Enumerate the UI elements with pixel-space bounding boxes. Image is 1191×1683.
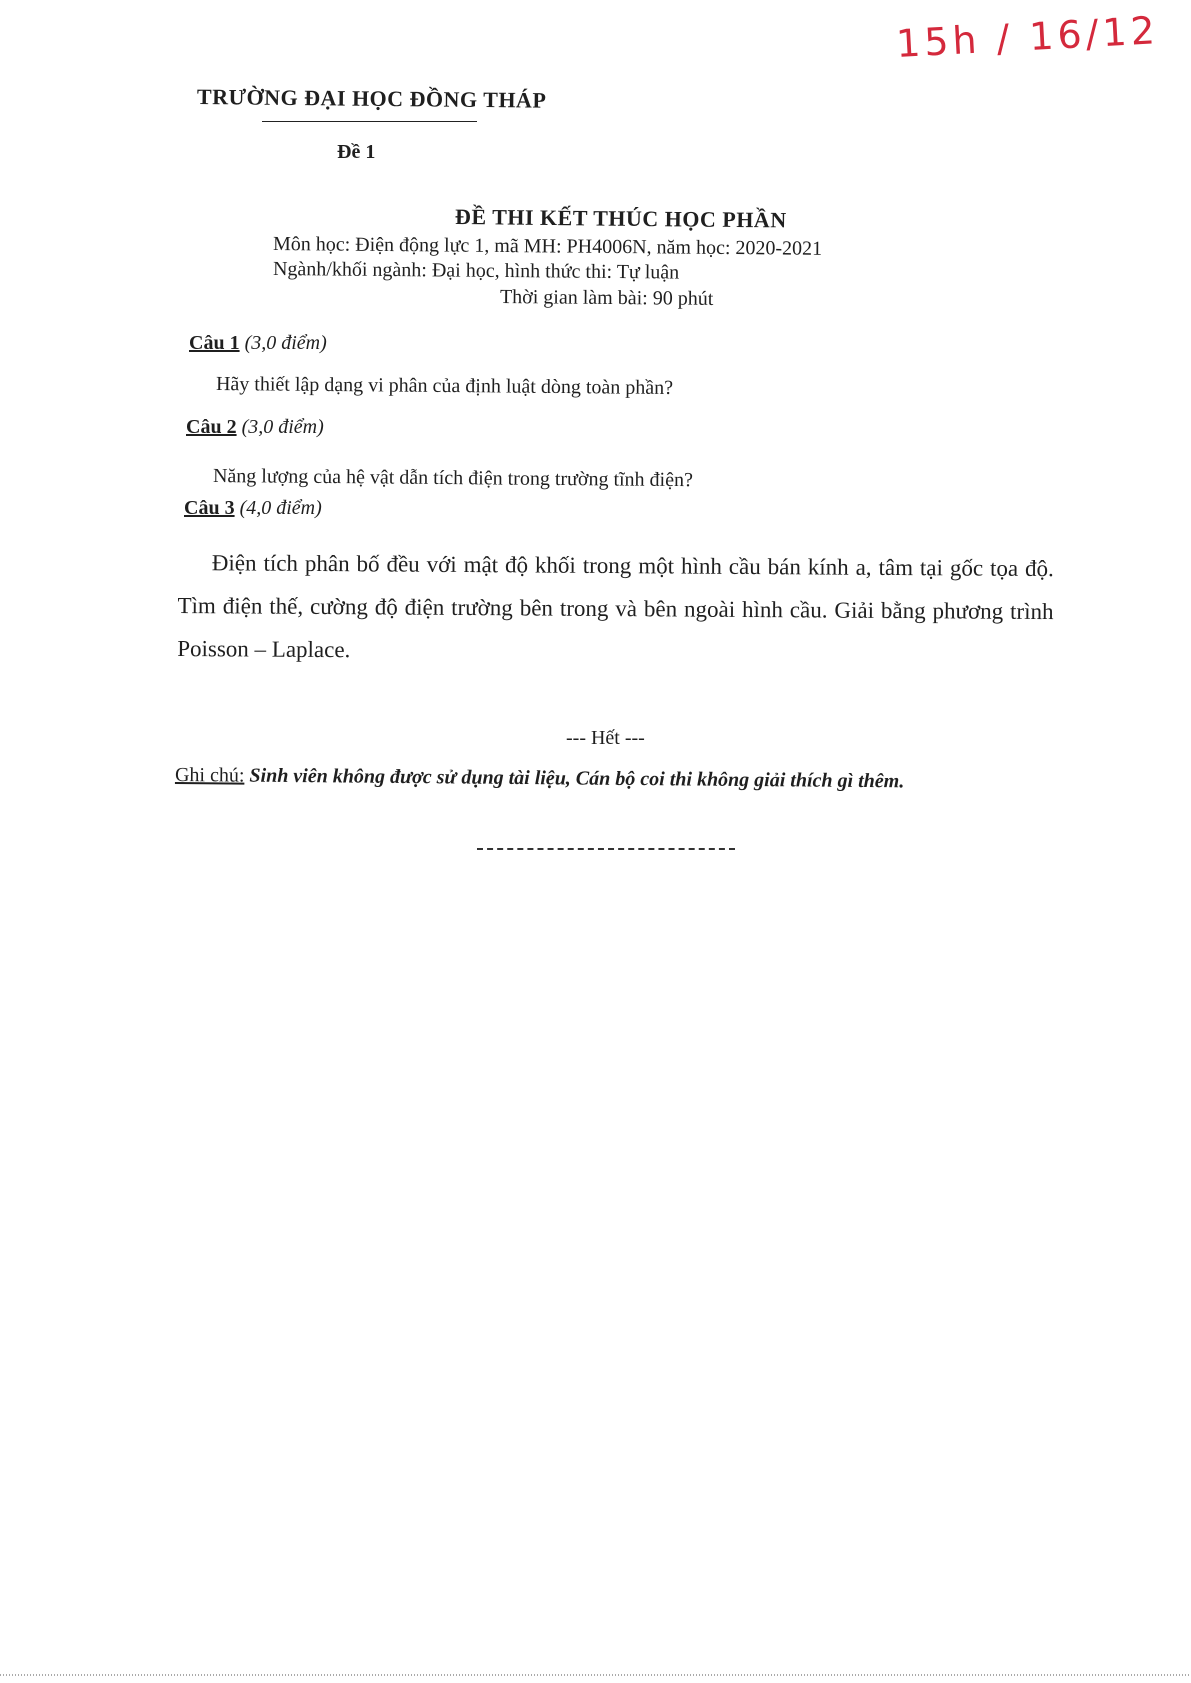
note-label: Ghi chú: [174, 764, 245, 787]
header-divider [262, 121, 477, 122]
time-line: Thời gian làm bài: 90 phút [499, 286, 714, 310]
subject-line: Môn học: Điện động lực 1, mã MH: PH4006N, năm học: 2020-2021 [272, 233, 823, 260]
question-points: (3,0 điểm) [244, 332, 327, 354]
closing-dashed-line [477, 848, 735, 850]
exam-title: ĐỀ THI KẾT THÚC HỌC PHẦN [454, 204, 787, 233]
major-line: Ngành/khối ngành: Đại học, hình thức thi: Tự luận [272, 258, 680, 284]
question-label: Câu 1 [189, 332, 240, 354]
exam-note [175, 764, 904, 793]
question-label: Câu 3 [184, 497, 235, 519]
question-2-heading [186, 416, 324, 439]
exam-code: Đề 1 [337, 141, 376, 163]
question-label: Câu 2 [186, 416, 237, 438]
handwritten-note: 15h / 16/12 [895, 8, 1160, 66]
question-points: (4,0 điểm) [239, 497, 322, 519]
scan-edge-artifact [0, 1674, 1191, 1676]
note-text: Sinh viên không được sử dụng tài liệu, Cán bộ coi thi không giải thích gì thêm. [249, 764, 905, 793]
question-1-heading [189, 332, 327, 355]
question-3-text: Điện tích phân bố đều với mật độ khối trong một hình cầu bán kính a, tâm tại gốc tọa độ. Tìm điện thế, cường độ điện trường bên trong và bên ngoài hình cầu. Giải bằng phương trình Poisson – Laplace. [177, 550, 1054, 663]
question-3-heading [184, 497, 322, 520]
question-1-text: Hãy thiết lập dạng vi phân của định luật dòng toàn phần? [215, 373, 674, 399]
handwritten-annotation [895, 8, 1160, 92]
school-name: TRƯỜNG ĐẠI HỌC ĐỒNG THÁP [196, 84, 547, 113]
question-2-text: Năng lượng của hệ vật dẫn tích điện trong trường tĩnh điện? [212, 465, 694, 492]
question-points: (3,0 điểm) [241, 416, 324, 438]
end-mark: --- Hết --- [566, 727, 645, 749]
